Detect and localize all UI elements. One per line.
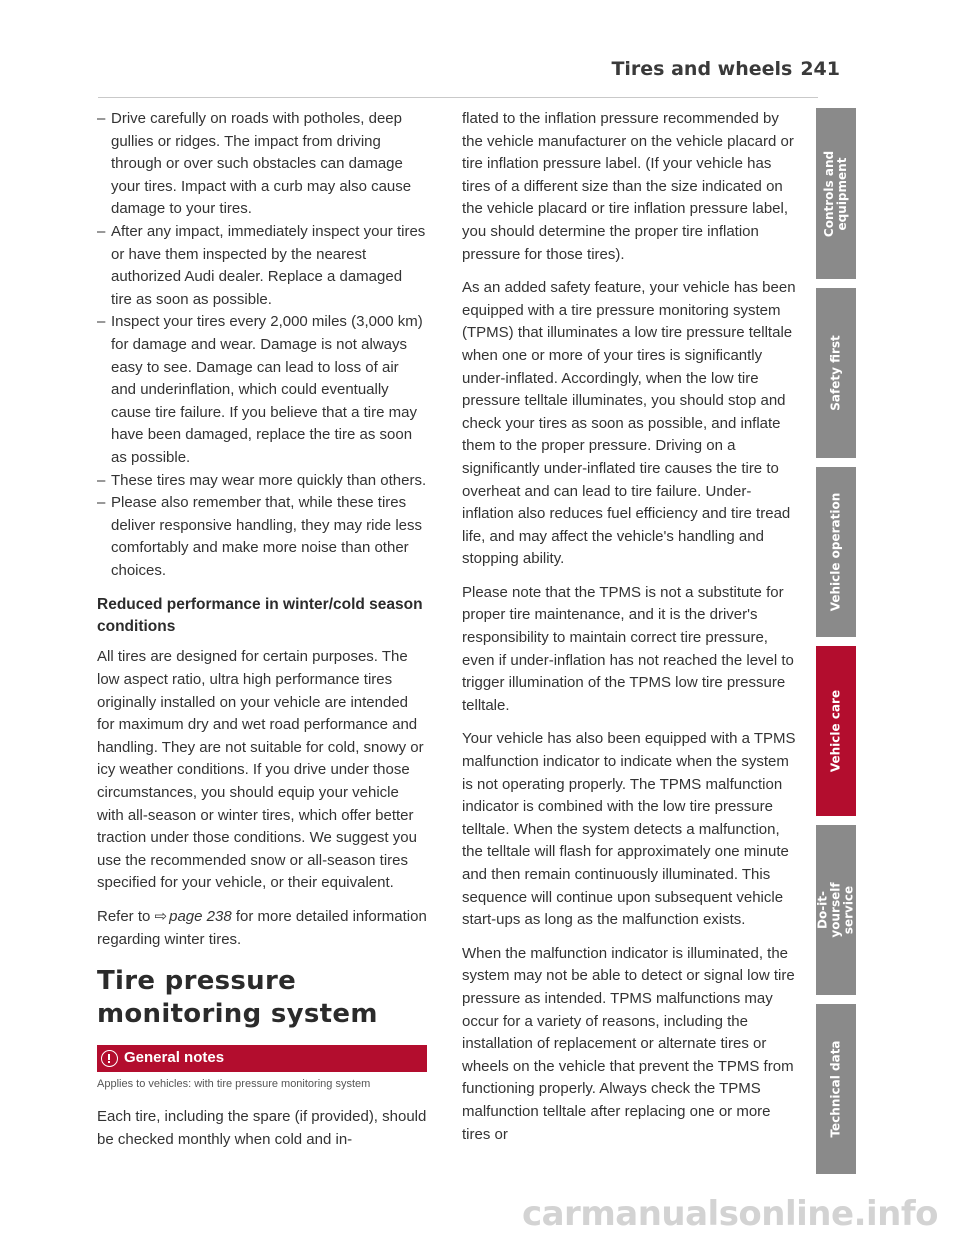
paragraph: flated to the inflation pressure recommended by the vehicle manufacturer on the vehicle placard or tire inflation pressure label. (If your vehicle has tires of a different size than the size indicated on the vehicle placard or tire inflation pressure label, you should determine the proper tire inflation pressure for those tires).	[462, 110, 794, 263]
page-link[interactable]: page 238	[169, 908, 232, 925]
applies-to-note: Applies to vehicles: with tire pressure monitoring system	[97, 1078, 371, 1091]
paragraph: Please note that the TPMS is not a substitute for proper tire maintenance, and it is the driver's responsibility to maintain correct tire pressure, even if under-inflation has not reached the level to trigger illumination of the TPMS low tire pressure telltale.	[462, 583, 794, 714]
tab-vehicle-operation[interactable]: Vehicle operation	[816, 467, 856, 637]
tab-controls-and-equipment[interactable]: Controls and equipment	[816, 108, 856, 279]
tab-vehicle-care[interactable]: Vehicle care	[816, 646, 856, 816]
chapter-title: Tires and wheels	[611, 58, 793, 80]
notes-title: General notes	[124, 1049, 225, 1067]
right-column	[462, 108, 798, 1157]
info-circle-icon	[101, 1050, 118, 1067]
list-item: – Drive carefully on roads with potholes, deep gullies or ridges. The impact from driving through or over such obstacles can damage your tires. Impact with a curb may also cause damage to your tires.	[97, 108, 427, 221]
list-item: – Please also remember that, while these tires deliver responsive handling, they may ride less comfortably and make more noise than other choices.	[97, 492, 427, 582]
cross-reference-paragraph	[97, 906, 427, 951]
chapter-tabs	[816, 108, 856, 1183]
notes-heading-bar	[97, 1045, 427, 1072]
paragraph: All tires are designed for certain purposes. The low aspect ratio, ultra high performance tires originally installed on your vehicle are intended for maximum dry and wet road performance and handling. They are not suitable for cold, snowy or icy weather conditions. If you drive under those circumstances, you should equip your vehicle with all-season or winter tires, which offer better traction under those conditions. We suggest you use the recommended snow or all-season tires specified for your vehicle, or their equivalent.	[97, 648, 424, 892]
refer-prefix: Refer to	[97, 908, 151, 925]
watermark: carmanualsonline.info	[521, 1194, 938, 1234]
bullet-list	[97, 108, 427, 582]
subheading: Reduced performance in winter/cold season conditions	[97, 596, 423, 636]
list-item: – These tires may wear more quickly than others.	[97, 470, 427, 493]
running-head	[611, 58, 840, 80]
refer-suffix: for more detailed information regarding winter tires.	[97, 908, 427, 948]
left-column	[97, 108, 427, 1162]
tab-do-it-yourself-service[interactable]: Do-it-yourself service	[816, 825, 856, 995]
paragraph: When the malfunction indicator is illuminated, the system may not be able to detect or signal low tire pressure as intended. TPMS malfunctions may occur for a variety of reasons, including the installation of replacement or alternate tires or wheels on the vehicle that prevent the TPMS from functioning properly. Always check the TPMS malfunction telltale after replacing one or more tires or	[462, 944, 795, 1143]
tab-safety-first[interactable]: Safety first	[816, 288, 856, 458]
arrow-right-icon: ⇨	[154, 908, 168, 925]
paragraph: Your vehicle has also been equipped with a TPMS malfunction indicator to indicate when the system is not operating properly. The TPMS malfunction indicator is combined with the low tire pressure telltale. When the system detects a malfunction, the telltale will flash for approximately one minute and then remain continuously illuminated. This sequence will continue upon subsequent vehicle start-ups as long as the malfunction exists.	[462, 730, 796, 929]
tab-technical-data[interactable]: Technical data	[816, 1004, 856, 1174]
header-rule	[98, 97, 818, 98]
list-item: – After any impact, immediately inspect your tires or have them inspected by the nearest authorized Audi dealer. Replace a damaged tire as soon as possible.	[97, 221, 427, 311]
paragraph: As an added safety feature, your vehicle has been equipped with a tire pressure monitoring system (TPMS) that illuminates a low tire pressure telltale when one or more of your tires is significantly under-inflated. Accordingly, when the low tire pressure telltale illuminates, you should stop and check your tires as soon as possible, and inflate them to the proper pressure. Driving on a significantly under-inflated tire causes the tire to overheat and can lead to tire failure. Under-inflation also reduces fuel efficiency and tire tread life, and may affect the vehicle's handling and stopping ability.	[462, 279, 796, 568]
paragraph: Each tire, including the spare (if provided), should be checked monthly when cold and in-	[97, 1108, 427, 1148]
section-title: Tire pressure monitoring system	[97, 966, 378, 1030]
page-number: 241	[800, 58, 840, 80]
list-item: – Inspect your tires every 2,000 miles (3,000 km) for damage and wear. Damage is not always easy to see. Damage can lead to loss of air and underinflation, which could eventually cause tire failure. If you believe that a tire may have been damaged, replace the tire as soon as possible.	[97, 311, 427, 469]
